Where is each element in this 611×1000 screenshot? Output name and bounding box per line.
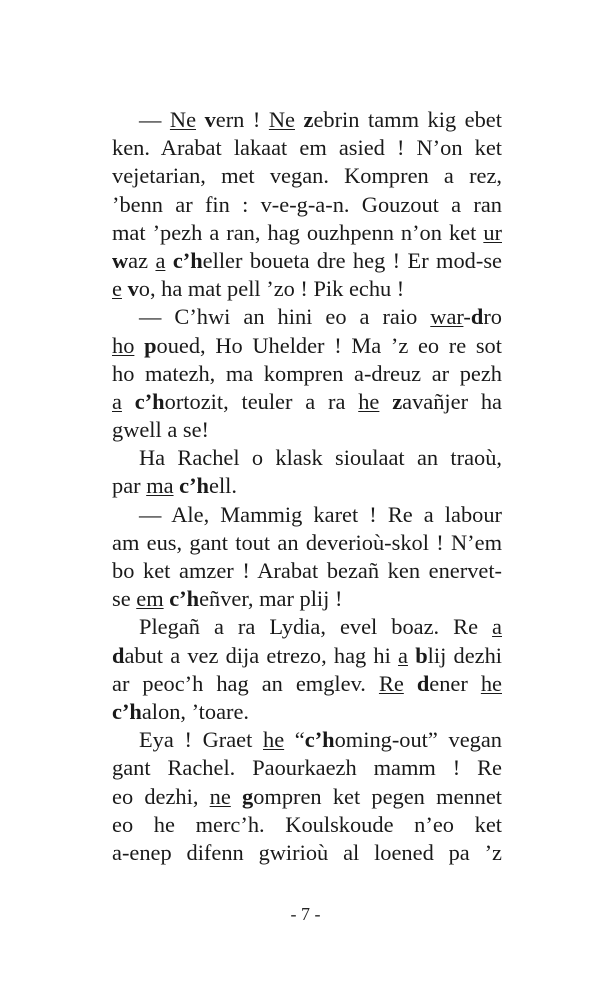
bold-letter: g <box>242 783 254 809</box>
underlined-word: war <box>430 304 464 330</box>
book-page-text <box>112 106 502 867</box>
text-line <box>112 247 502 275</box>
text-run: ortozit, teuler a ra <box>164 388 359 414</box>
underlined-word: he <box>358 388 380 414</box>
text-run: a-enep difenn gwirioù al loened pa ’z <box>112 839 502 865</box>
text-line <box>112 275 502 303</box>
text-line <box>112 811 502 839</box>
text-run: eo dezhi, <box>112 783 210 809</box>
text-run <box>165 248 172 273</box>
text-run <box>231 784 242 809</box>
text-line <box>112 191 502 219</box>
bold-letter: c’h <box>134 388 165 414</box>
underlined-word: ho <box>112 332 135 358</box>
underlined-word: he <box>480 670 502 696</box>
bold-letter: c’h <box>112 698 142 724</box>
text-line <box>112 613 502 641</box>
text-run: - <box>463 304 471 330</box>
text-line <box>112 783 502 811</box>
bold-letter: d <box>416 670 430 696</box>
text-run: bo ket amzer ! Arabat bezañ ken enervet- <box>112 558 502 583</box>
underlined-word: ur <box>483 219 502 245</box>
text-line <box>112 698 502 726</box>
bold-letter: c’h <box>169 586 200 612</box>
text-run <box>404 671 417 696</box>
text-run: mat ’pezh a ran, hag ouzhpenn n’on ket <box>112 219 484 245</box>
text-run: oming-out” vegan <box>334 727 502 753</box>
text-run: — <box>139 107 170 132</box>
text-line <box>112 754 502 782</box>
text-run: Plegañ a ra Lydia, evel boaz. Re <box>139 614 493 640</box>
text-run: ho matezh, ma kompren a-dreuz ar pezh <box>112 360 502 386</box>
text-line <box>112 388 502 416</box>
bold-letter: d <box>470 304 484 330</box>
text-run: gwell a se! <box>112 417 209 443</box>
text-line <box>112 360 502 388</box>
text-run <box>134 333 144 358</box>
text-run: gant Rachel. Paourkaezh mamm ! Re <box>112 755 502 781</box>
bold-letter: w <box>112 247 129 273</box>
text-line <box>112 557 502 585</box>
text-run: — Ale, Mammig karet ! Re a labour <box>139 501 502 527</box>
underlined-word: Ne <box>169 107 197 132</box>
text-line <box>112 416 502 444</box>
text-run: az <box>128 247 156 273</box>
bold-letter: d <box>112 642 125 668</box>
text-run: ener <box>429 670 481 696</box>
text-run: ell. <box>209 473 237 499</box>
text-line <box>112 472 502 500</box>
text-run: eñver, mar plij ! <box>199 586 343 612</box>
text-line <box>112 501 502 529</box>
text-run: ken. Arabat lakaat em asied ! N’on ket <box>112 135 502 161</box>
text-run: avañjer ha <box>402 388 502 414</box>
text-line <box>112 332 502 360</box>
text-run: ebrin tamm kig ebet <box>313 107 502 132</box>
bold-letter: c’h <box>172 247 203 273</box>
underlined-word: a <box>492 614 502 640</box>
text-line <box>112 642 502 670</box>
text-line <box>112 134 502 162</box>
text-run: lij dezhi <box>427 642 502 668</box>
bold-letter: v <box>127 276 139 302</box>
text-line <box>112 444 502 472</box>
text-run: ar peoc’h hag an emglev. <box>112 670 379 696</box>
text-run: par <box>112 473 147 499</box>
text-run: abut a vez dija etrezo, hag hi <box>124 642 399 668</box>
bold-letter: b <box>415 642 428 668</box>
underlined-word: a <box>398 642 408 668</box>
text-line <box>112 162 502 190</box>
text-line <box>112 303 502 331</box>
text-run: o, ha mat pell ’zo ! Pik echu ! <box>138 276 405 302</box>
text-run: ro <box>483 304 502 330</box>
text-line <box>112 726 502 754</box>
text-run: Eya ! Graet <box>139 727 263 753</box>
underlined-word: ne <box>209 783 231 809</box>
text-run: ern ! <box>215 107 269 132</box>
text-run <box>122 389 135 414</box>
text-run: ’benn ar fin : v-e-g-a-n. Gouzout a ran <box>112 191 502 217</box>
bold-letter: c’h <box>179 473 210 499</box>
underlined-word: em <box>136 586 164 612</box>
underlined-word: Ne <box>268 107 295 132</box>
text-run <box>379 389 392 414</box>
text-line <box>112 219 502 247</box>
underlined-word: e <box>112 276 122 302</box>
text-run: am eus, gant tout an deverioù-skol ! N’em <box>112 529 502 555</box>
text-run: eo he merc’h. Koulskoude n’eo ket <box>112 811 502 837</box>
text-line <box>112 529 502 557</box>
bold-letter: v <box>204 107 216 132</box>
underlined-word: a <box>112 388 122 414</box>
underlined-word: he <box>263 727 285 753</box>
text-run: ompren ket pegen mennet <box>253 783 502 809</box>
underlined-word: Re <box>378 670 404 696</box>
text-run: alon, ’toare. <box>141 698 250 724</box>
text-line <box>112 670 502 698</box>
bold-letter: z <box>303 107 314 132</box>
text-run: eller boueta dre heg ! Er mod-se <box>202 247 502 273</box>
text-run: “ <box>284 727 305 753</box>
text-run <box>196 107 205 132</box>
text-line <box>112 839 502 867</box>
underlined-word: a <box>155 247 166 273</box>
text-line <box>112 106 502 134</box>
text-run <box>295 107 304 132</box>
text-run: vejetarian, met vegan. Kompren a rez, <box>112 163 502 189</box>
text-run: — C’hwi an hini eo a raio <box>139 304 431 330</box>
text-run: se <box>112 586 137 612</box>
text-line <box>112 585 502 613</box>
bold-letter: z <box>392 388 403 414</box>
underlined-word: ma <box>146 473 174 499</box>
text-run: Ha Rachel o klask sioulaat an traoù, <box>139 445 502 471</box>
page-number: - 7 - <box>290 904 321 924</box>
bold-letter: p <box>144 332 157 358</box>
text-run: oued, Ho Uhelder ! Ma ’z eo re sot <box>156 332 502 358</box>
bold-letter: c’h <box>304 727 335 753</box>
